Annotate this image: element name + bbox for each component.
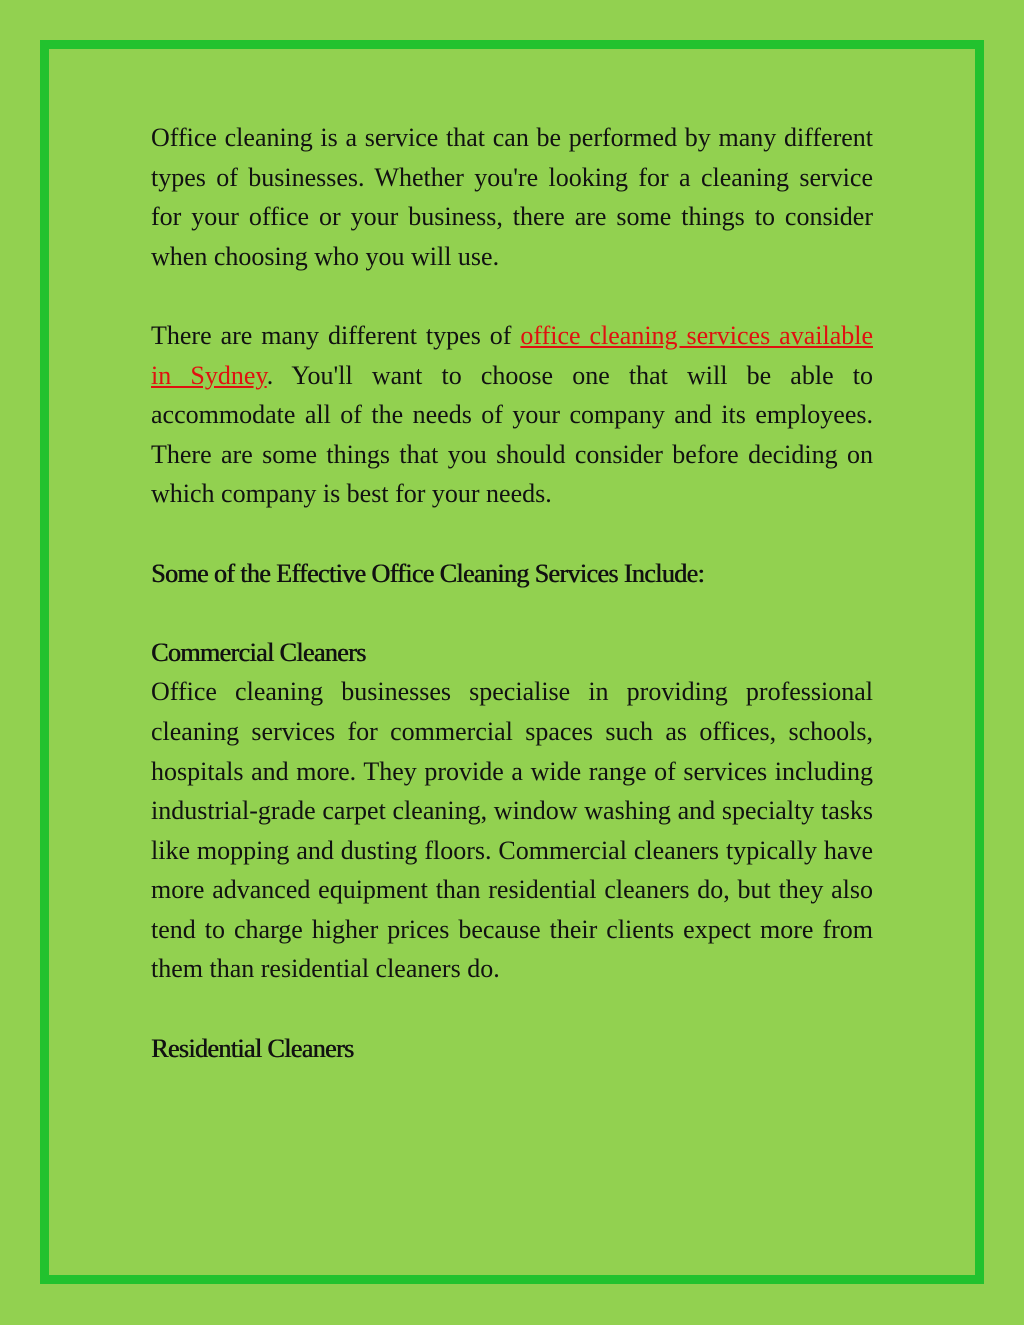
residential-cleaners-heading: Residential Cleaners	[151, 1033, 354, 1063]
commercial-cleaners-heading: Commercial Cleaners	[151, 637, 366, 667]
services-paragraph-lead: There are many different types of	[151, 320, 521, 350]
services-paragraph	[151, 316, 873, 514]
services-paragraph-rest: . You'll want to choose one that will be able to accommodate all of the needs of your company and its employees. There are some things that you should consider before deciding on which company is best for your needs.	[151, 360, 873, 509]
paragraph-spacer	[151, 989, 873, 1029]
paragraph-spacer	[151, 593, 873, 633]
sydney-office-cleaning-link[interactable]: office cleaning services available in Sydney	[151, 320, 873, 390]
effective-services-heading: Some of the Effective Office Cleaning Services Include:	[151, 558, 705, 588]
commercial-cleaners-paragraph: Office cleaning businesses specialise in providing professional cleaning services for commercial spaces such as offices, schools, hospitals and more. They provide a wide range of services including industrial-grade carpet cleaning, window washing and specialty tasks like mopping and dusting floors. Commercial cleaners typically have more advanced equipment than residential cleaners do, but they also tend to charge higher prices because their clients expect more from them than residential cleaners do.	[151, 677, 873, 984]
paragraph-spacer	[151, 514, 873, 554]
document-body	[151, 118, 873, 1068]
paragraph-spacer	[151, 276, 873, 316]
intro-paragraph: Office cleaning is a service that can be performed by many different types of businesses. Whether you're looking for a cleaning service for your office or your business, there are some things to consider when choosing who you will use.	[151, 123, 873, 271]
